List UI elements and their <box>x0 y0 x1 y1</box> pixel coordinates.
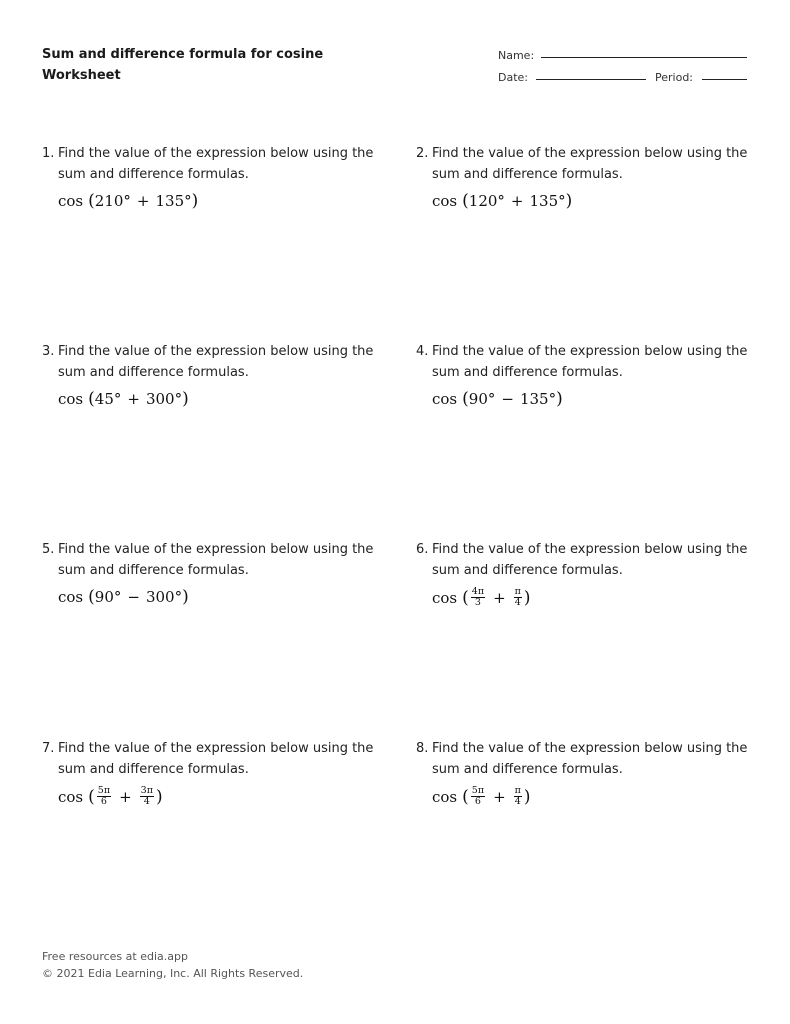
date-label: Date: <box>498 71 528 84</box>
period-label: Period: <box>655 71 694 84</box>
problem-5 <box>42 539 377 607</box>
right-operand: 135° <box>155 192 192 210</box>
problem-number: 8. <box>416 741 429 756</box>
math-expression <box>58 587 377 607</box>
problem-2 <box>416 143 751 211</box>
fraction-denominator: 4 <box>514 796 521 807</box>
problem-number: 2. <box>416 146 429 161</box>
fraction-numerator: 5π <box>97 785 111 796</box>
fraction-denominator: 6 <box>100 796 107 807</box>
problem-instruction: Find the value of the expression below using the sum and difference formulas. <box>432 344 748 380</box>
left-operand: 210° <box>94 192 131 210</box>
left-fraction <box>97 786 111 807</box>
left-operand: 45° <box>94 390 122 408</box>
close-paren: ) <box>556 389 563 409</box>
problem-prompt <box>42 738 377 780</box>
operator: + <box>493 787 506 806</box>
footer <box>42 948 303 982</box>
problem-number: 5. <box>42 542 55 557</box>
math-expression <box>432 587 751 608</box>
fraction-denominator: 6 <box>474 796 481 807</box>
problem-8 <box>416 738 751 807</box>
problem-3 <box>42 341 377 409</box>
right-operand: 300° <box>145 390 183 408</box>
fraction-numerator: π <box>514 586 521 597</box>
close-paren: ) <box>182 389 189 409</box>
close-paren: ) <box>523 587 531 608</box>
math-expression <box>432 191 751 211</box>
problem-prompt <box>42 341 377 383</box>
close-paren: ) <box>565 191 573 211</box>
problem-instruction: Find the value of the expression below using the sum and difference formulas. <box>432 741 748 777</box>
open-paren: ( <box>462 191 469 211</box>
problem-prompt <box>42 539 377 581</box>
left-operand: 90° <box>94 588 122 606</box>
problem-instruction: Find the value of the expression below using the sum and difference formulas. <box>58 741 374 777</box>
cosine-function: cos <box>432 192 458 210</box>
footer-resources-link[interactable]: Free resources at edia.app <box>42 950 188 963</box>
close-paren: ) <box>523 786 531 807</box>
name-field-line[interactable] <box>541 57 747 58</box>
problem-number: 1. <box>42 146 55 161</box>
cosine-function: cos <box>58 787 84 806</box>
title-line-2: Worksheet <box>42 68 121 83</box>
fraction-numerator: 4π <box>471 586 485 597</box>
problem-1 <box>42 143 377 211</box>
left-fraction <box>471 587 485 608</box>
problem-4 <box>416 341 751 409</box>
open-paren: ( <box>88 389 95 409</box>
open-paren: ( <box>462 786 469 807</box>
footer-copyright: © 2021 Edia Learning, Inc. All Rights Reserved. <box>42 967 304 980</box>
fraction-denominator: 4 <box>143 796 150 807</box>
fraction-numerator: 5π <box>471 785 485 796</box>
operator: + <box>119 787 132 806</box>
problem-number: 4. <box>416 344 429 359</box>
cosine-function: cos <box>432 588 458 607</box>
problem-prompt <box>416 143 751 185</box>
cosine-function: cos <box>58 588 84 606</box>
right-fraction <box>514 587 522 608</box>
cosine-function: cos <box>432 787 458 806</box>
cosine-function: cos <box>58 192 84 210</box>
fraction-numerator: 3π <box>140 785 153 796</box>
open-paren: ( <box>88 587 95 607</box>
fraction-denominator: 4 <box>514 597 521 608</box>
math-expression <box>58 191 377 211</box>
operator: + <box>127 390 140 408</box>
problem-6 <box>416 539 751 608</box>
close-paren: ) <box>155 786 163 807</box>
cosine-function: cos <box>432 390 458 408</box>
problem-number: 3. <box>42 344 55 359</box>
math-expression <box>432 786 751 807</box>
close-paren: ) <box>191 191 199 211</box>
right-fraction <box>514 786 522 807</box>
problem-prompt <box>42 143 377 185</box>
fraction-denominator: 3 <box>474 597 481 608</box>
open-paren: ( <box>88 191 95 211</box>
right-operand: 135° <box>529 192 566 210</box>
left-operand: 120° <box>468 192 505 210</box>
right-operand: 135° <box>519 390 557 408</box>
operator: + <box>510 192 524 210</box>
problem-7 <box>42 738 377 807</box>
math-expression <box>58 786 377 807</box>
problem-instruction: Find the value of the expression below using the sum and difference formulas. <box>58 542 374 578</box>
problem-prompt <box>416 341 751 383</box>
cosine-function: cos <box>58 390 84 408</box>
period-field-line[interactable] <box>702 79 747 80</box>
operator: − <box>127 588 140 606</box>
right-fraction <box>140 786 154 807</box>
problem-instruction: Find the value of the expression below using the sum and difference formulas. <box>58 344 374 380</box>
math-expression <box>432 389 751 409</box>
worksheet-title <box>42 44 323 86</box>
problem-prompt <box>416 738 751 780</box>
fraction-numerator: π <box>514 785 521 796</box>
open-paren: ( <box>88 786 95 807</box>
math-expression <box>58 389 377 409</box>
problem-number: 7. <box>42 741 55 756</box>
problem-instruction: Find the value of the expression below using the sum and difference formulas. <box>58 146 374 182</box>
close-paren: ) <box>182 587 189 607</box>
name-label: Name: <box>498 49 535 62</box>
right-operand: 300° <box>145 588 183 606</box>
left-fraction <box>471 786 485 807</box>
operator: − <box>501 390 514 408</box>
problem-number: 6. <box>416 542 429 557</box>
problem-instruction: Find the value of the expression below using the sum and difference formulas. <box>432 542 748 578</box>
problem-prompt <box>416 539 751 581</box>
open-paren: ( <box>462 587 469 608</box>
title-line-1: Sum and difference formula for cosine <box>42 47 324 62</box>
date-field-line[interactable] <box>536 79 646 80</box>
problem-instruction: Find the value of the expression below using the sum and difference formulas. <box>432 146 748 182</box>
operator: + <box>493 588 506 607</box>
operator: + <box>136 192 150 210</box>
open-paren: ( <box>462 389 469 409</box>
left-operand: 90° <box>468 390 496 408</box>
